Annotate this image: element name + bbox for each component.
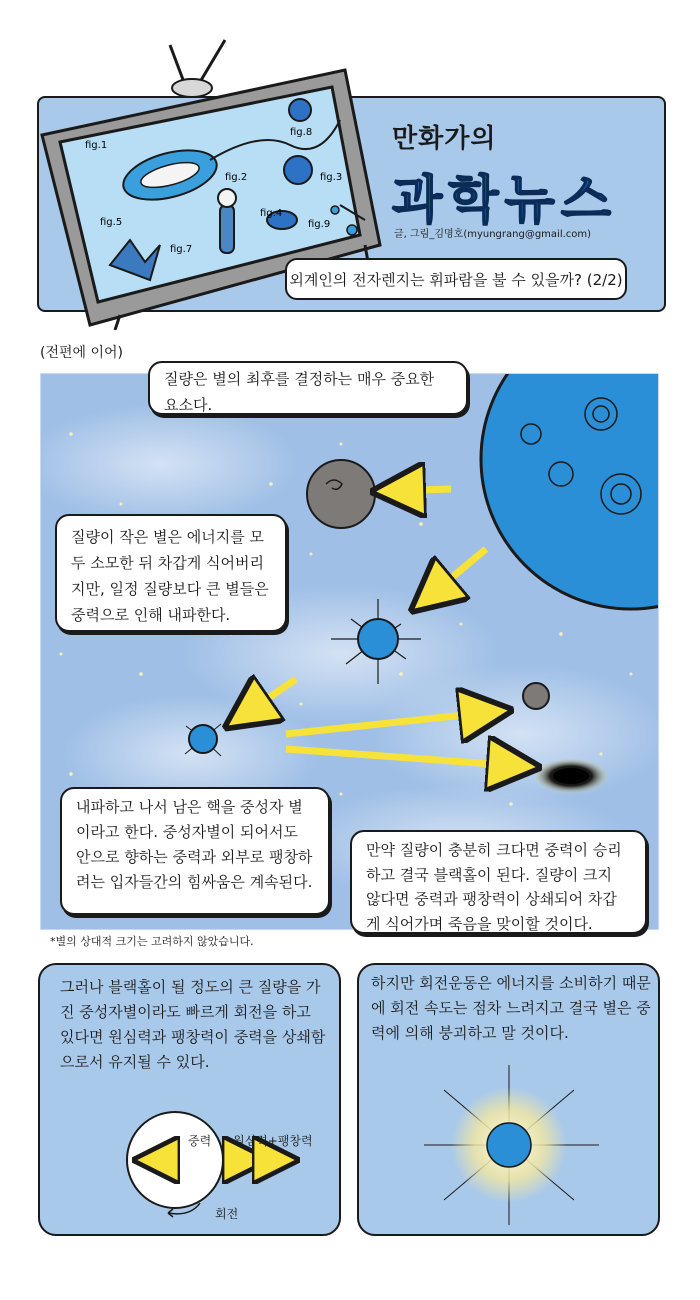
episode-title: 외계인의 전자렌지는 휘파람을 불 수 있을까? (2/2) <box>285 258 627 300</box>
tv-label: fig.2 <box>225 172 248 183</box>
tv-label: fig.1 <box>85 140 108 151</box>
tv-label: fig.7 <box>170 244 193 255</box>
collapse-text: 하지만 회전운동은 에너지를 소비하기 때문에 회전 속도는 점차 느려지고 결국 별은 중력에 의해 붕괴하고 말 것이다. <box>371 974 651 1042</box>
series-title: 과학뉴스 <box>392 171 617 231</box>
rotation-text: 그러나 블랙홀이 될 정도의 큰 질량을 가진 중성자별이라도 빠르게 회전을 하고 있다면 원심력과 팽창력이 중력을 상쇄함으로서 유지될 수 있다. <box>60 978 326 1071</box>
collapsing-star-illustration <box>404 1060 614 1230</box>
tv-label: fig.9 <box>308 219 331 230</box>
continued-note: (전편에 이어) <box>40 345 123 361</box>
panel-collapse <box>357 963 660 1236</box>
bubble-mass-importance: 질량은 별의 최후를 결정하는 매우 중요한 요소다. <box>148 361 468 415</box>
gravity-label: 중력 <box>188 1134 212 1148</box>
tv-label: fig.8 <box>290 127 313 138</box>
centrifugal-label: 원심력+팽창력 <box>233 1134 313 1148</box>
bubble-small-star: 질량이 작은 별은 에너지를 모두 소모한 뒤 차갑게 식어버리지만, 일정 질량보다 큰 별들은 중력으로 인해 내파한다. <box>55 514 287 632</box>
series-subtitle: 만화가의 <box>392 124 497 154</box>
footnote: *별의 상대적 크기는 고려하지 않았습니다. <box>50 935 254 948</box>
tv-label: fig.3 <box>320 172 343 183</box>
tv-label: fig.5 <box>100 217 123 228</box>
panel-rotation <box>38 963 341 1236</box>
tv-label: fig.4 <box>260 208 283 219</box>
author-credit: 글, 그림_김명호(myungrang@gmail.com) <box>394 229 592 240</box>
bubble-black-hole: 만약 질량이 충분히 크다면 중력이 승리하고 결국 블랙홀이 된다. 질량이 크지 않다면 중력과 팽창력이 상쇄되어 차갑게 식어가며 죽음을 맞이할 것이다. <box>350 830 647 934</box>
rotation-label: 회전 <box>215 1207 239 1221</box>
bubble-neutron-star: 내파하고 나서 남은 핵을 중성자 별이라고 한다. 중성자별이 되어서도 안으로 향하는 중력과 외부로 팽창하려는 입자들간의 힘싸움은 계속된다. <box>60 787 330 915</box>
